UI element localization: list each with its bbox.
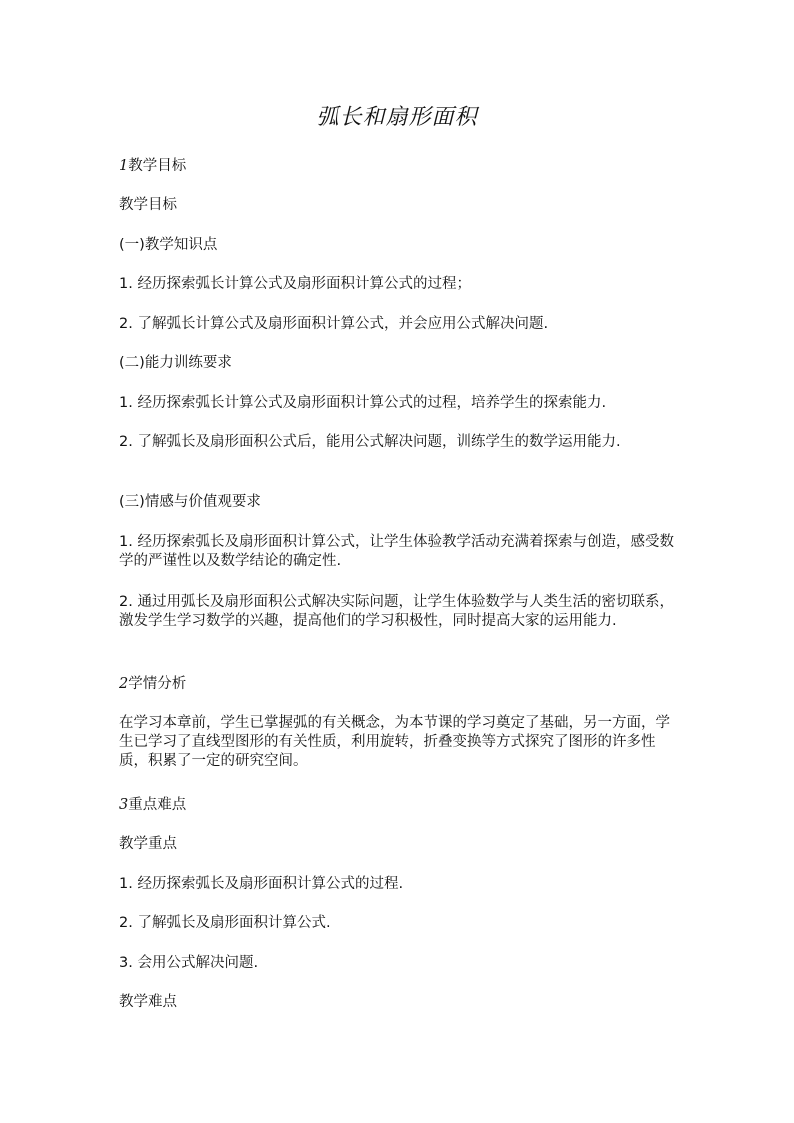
section-label: 重点难点 [128, 797, 187, 813]
section-label: 教学目标 [128, 158, 187, 174]
document-title: 弧长和扇形面积 [316, 105, 478, 130]
section-heading-1 [119, 157, 675, 176]
focus-item-1: 1. 经历探索弧长及扇形面积计算公式的过程. [119, 876, 404, 892]
focus-heading: 教学重点 [119, 836, 177, 852]
ability-heading: (二)能力训练要求 [119, 355, 232, 371]
knowledge-item-2: 2. 了解弧长计算公式及扇形面积计算公式，并会应用公式解决问题. [119, 316, 549, 332]
emotion-item-1: 1. 经历探索弧长及扇形面积计算公式，让学生体验教学活动充满着探索与创造，感受数学的严谨性以及数学结论的确定性. [119, 534, 674, 569]
difficulty-heading: 教学难点 [119, 994, 177, 1010]
section-label: 学情分析 [128, 676, 187, 692]
ability-item-2: 2. 了解弧长及扇形面积公式后，能用公式解决问题，训练学生的数学运用能力. [119, 434, 621, 450]
section-heading-2 [119, 675, 675, 694]
ability-item-1: 1. 经历探索弧长计算公式及扇形面积计算公式的过程，培养学生的探索能力. [119, 395, 607, 411]
focus-item-3: 3. 会用公式解决问题. [119, 955, 259, 971]
section-number: 1 [119, 158, 129, 174]
teaching-goal-heading: 教学目标 [119, 197, 177, 213]
section-number: 3 [119, 797, 129, 813]
knowledge-item-1: 1. 经历探索弧长计算公式及扇形面积计算公式的过程； [119, 276, 471, 292]
emotion-heading: (三)情感与价值观要求 [119, 494, 261, 510]
section-heading-3 [119, 796, 675, 815]
analysis-paragraph: 在学习本章前，学生已掌握弧的有关概念，为本节课的学习奠定了基础，另一方面，学生已学习了直线型图形的有关性质，利用旋转，折叠变换等方式探究了图形的许多性质，积累了一定的研究空间。 [119, 715, 670, 769]
emotion-item-2: 2. 通过用弧长及扇形面积公式解决实际问题，让学生体验数学与人类生活的密切联系，激发学生学习数学的兴趣，提高他们的学习积极性，同时提高大家的运用能力. [119, 594, 674, 629]
section-number: 2 [119, 676, 129, 692]
focus-item-2: 2. 了解弧长及扇形面积计算公式. [119, 915, 331, 931]
knowledge-heading: (一)教学知识点 [119, 237, 218, 253]
